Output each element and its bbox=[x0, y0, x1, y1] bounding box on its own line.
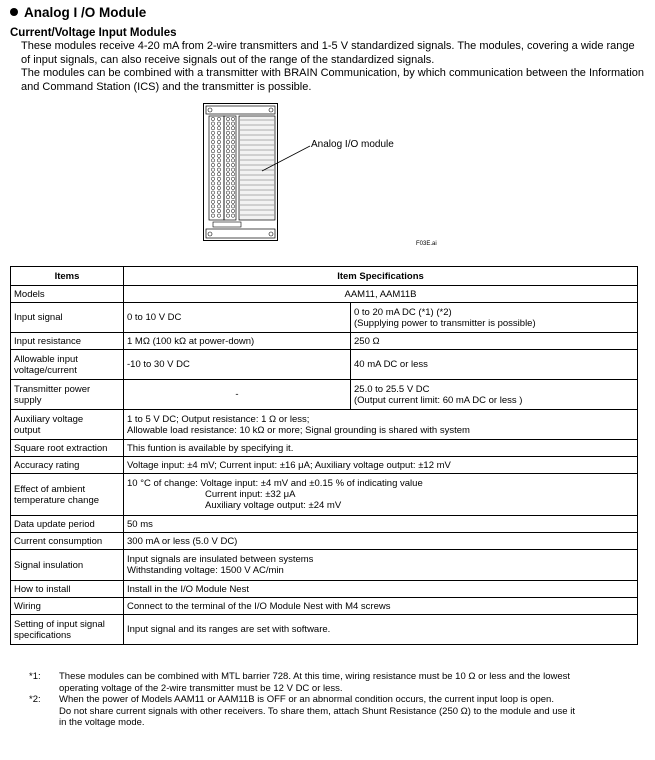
section-heading-text: Analog I /O Module bbox=[24, 5, 147, 20]
row-label: Data update period bbox=[11, 516, 124, 533]
row-label: Input signal bbox=[11, 303, 124, 333]
table-row bbox=[11, 380, 638, 410]
table-row bbox=[11, 598, 638, 615]
analog-io-module-drawing-icon bbox=[203, 103, 278, 241]
section-heading bbox=[10, 5, 146, 20]
row-label: Accuracy rating bbox=[11, 457, 124, 474]
row-value: 40 mA DC or less bbox=[351, 350, 638, 380]
figure-callout: Analog I/O module bbox=[311, 139, 394, 150]
footnote-1: *1: These modules can be combined with MTL barrier 728. At this time, wiring resistance must be 10 Ω or less and the lowest operating voltage of the 2-wire transmitter must be 12 V DC or less. bbox=[29, 671, 571, 694]
table-row bbox=[11, 533, 638, 550]
spec-table bbox=[10, 266, 638, 645]
table-row bbox=[11, 410, 638, 440]
row-label: Square root extraction bbox=[11, 440, 124, 457]
row-value: 0 to 10 V DC bbox=[124, 303, 351, 333]
row-value: Connect to the terminal of the I/O Module Nest with M4 screws bbox=[124, 598, 638, 615]
table-row bbox=[11, 350, 638, 380]
table-row bbox=[11, 474, 638, 516]
row-value: 25.0 to 25.5 V DC (Output current limit: 60 mA DC or less ) bbox=[351, 380, 638, 410]
row-value: -10 to 30 V DC bbox=[124, 350, 351, 380]
row-label: Allowable input voltage/current bbox=[11, 350, 124, 380]
table-row bbox=[11, 333, 638, 350]
row-value: - bbox=[124, 380, 351, 410]
table-row bbox=[11, 615, 638, 645]
row-label: Models bbox=[11, 286, 124, 303]
bullet-icon bbox=[10, 8, 18, 16]
row-value: Install in the I/O Module Nest bbox=[124, 581, 638, 598]
header-specs: Item Specifications bbox=[124, 267, 638, 286]
table-row bbox=[11, 581, 638, 598]
row-value: Input signals are insulated between systems Withstanding voltage: 1500 V AC/min bbox=[124, 550, 638, 581]
row-value: 300 mA or less (5.0 V DC) bbox=[124, 533, 638, 550]
table-row bbox=[11, 457, 638, 474]
table-row bbox=[11, 550, 638, 581]
subsection-heading: Current/Voltage Input Modules bbox=[10, 27, 177, 39]
footnote-2: *2: When the power of Models AAM11 or AAM11B is OFF or an abnormal condition occurs, the current input loop is open. Do not share current signals with other receivers. To share them, attach Shunt Resistance (250 Ω) to the module and use it in the voltage mode. bbox=[29, 694, 575, 728]
row-label: Setting of input signal specifications bbox=[11, 615, 124, 645]
table-header-row bbox=[11, 267, 638, 286]
row-label: Signal insulation bbox=[11, 550, 124, 581]
row-value: Voltage input: ±4 mV; Current input: ±16 μA; Auxiliary voltage output: ±12 mV bbox=[124, 457, 638, 474]
row-value: This funtion is available by specifying it. bbox=[124, 440, 638, 457]
figure-label: F03E.ai bbox=[416, 241, 437, 247]
footnotes bbox=[29, 671, 629, 729]
intro-text bbox=[21, 40, 646, 94]
row-label: Input resistance bbox=[11, 333, 124, 350]
intro-paragraph-2: The modules can be combined with a transmitter with BRAIN Communication, by which communication between the Information and Command Station (ICS) and the transmitter is possible. bbox=[21, 67, 645, 93]
row-value: AAM11, AAM11B bbox=[124, 286, 638, 303]
row-value: 10 °C of change: Voltage input: ±4 mV and ±0.15 % of indicating value Current input: ±32 μA Auxiliary voltage output: ±24 mV bbox=[124, 474, 638, 516]
table-row bbox=[11, 440, 638, 457]
row-label: How to install bbox=[11, 581, 124, 598]
header-items: Items bbox=[11, 267, 124, 286]
row-label: Transmitter power supply bbox=[11, 380, 124, 410]
row-label: Effect of ambient temperature change bbox=[11, 474, 124, 516]
intro-paragraph-1: These modules receive 4-20 mA from 2-wire transmitters and 1-5 V standardized signals. The modules, covering a wide range of input signals, can also receive signals out of the range of the standardized signals. bbox=[21, 40, 635, 66]
row-label: Current consumption bbox=[11, 533, 124, 550]
table-row bbox=[11, 303, 638, 333]
row-value: 1 to 5 V DC; Output resistance: 1 Ω or less; Allowable load resistance: 10 kΩ or more; Signal grounding is shared with system bbox=[124, 410, 638, 440]
table-row bbox=[11, 286, 638, 303]
row-value: 50 ms bbox=[124, 516, 638, 533]
row-value: 0 to 20 mA DC (*1) (*2) (Supplying power to transmitter is possible) bbox=[351, 303, 638, 333]
row-value: 250 Ω bbox=[351, 333, 638, 350]
row-label: Auxiliary voltage output bbox=[11, 410, 124, 440]
row-value: 1 MΩ (100 kΩ at power-down) bbox=[124, 333, 351, 350]
row-label: Wiring bbox=[11, 598, 124, 615]
table-row bbox=[11, 516, 638, 533]
row-value: Input signal and its ranges are set with software. bbox=[124, 615, 638, 645]
